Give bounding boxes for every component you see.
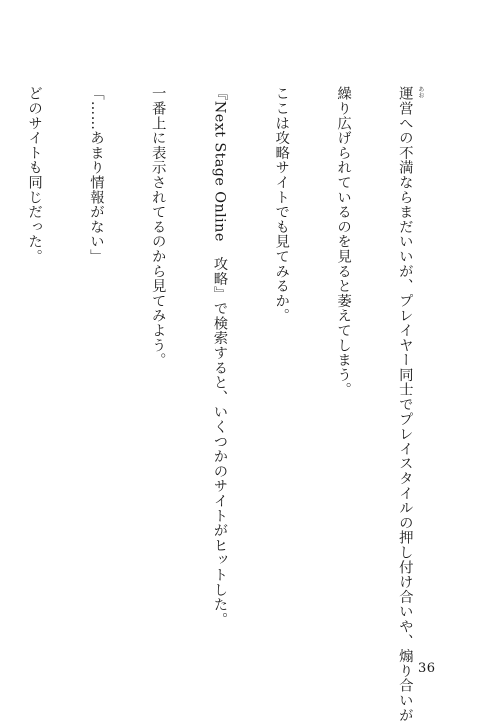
text-line-2: 繰り広げられているのを見ると萎えてしまう。: [335, 86, 352, 397]
ruby-annotation: あお: [416, 86, 424, 98]
text-line-5: 一番上に表示されてるのから見てみよう。: [149, 86, 166, 368]
page-number: 36: [418, 661, 436, 676]
text-line-4: 『Next Stage Online 攻略』で検索すると、いくつかのサイトがヒットした。: [211, 86, 228, 627]
text-line-1-content: 運営への不満ならまだいいが、プレイヤー同士でプレイスタイルの押し付け合いや、煽り合いが: [396, 86, 413, 722]
text-line-1: [394, 86, 424, 722]
text-line-7: どのサイトも同じだった。: [26, 86, 43, 264]
text-line-3: ここは攻略サイトでも見てみるか。: [273, 86, 290, 323]
text-line-6: 「……あまり情報がない」: [87, 86, 104, 264]
